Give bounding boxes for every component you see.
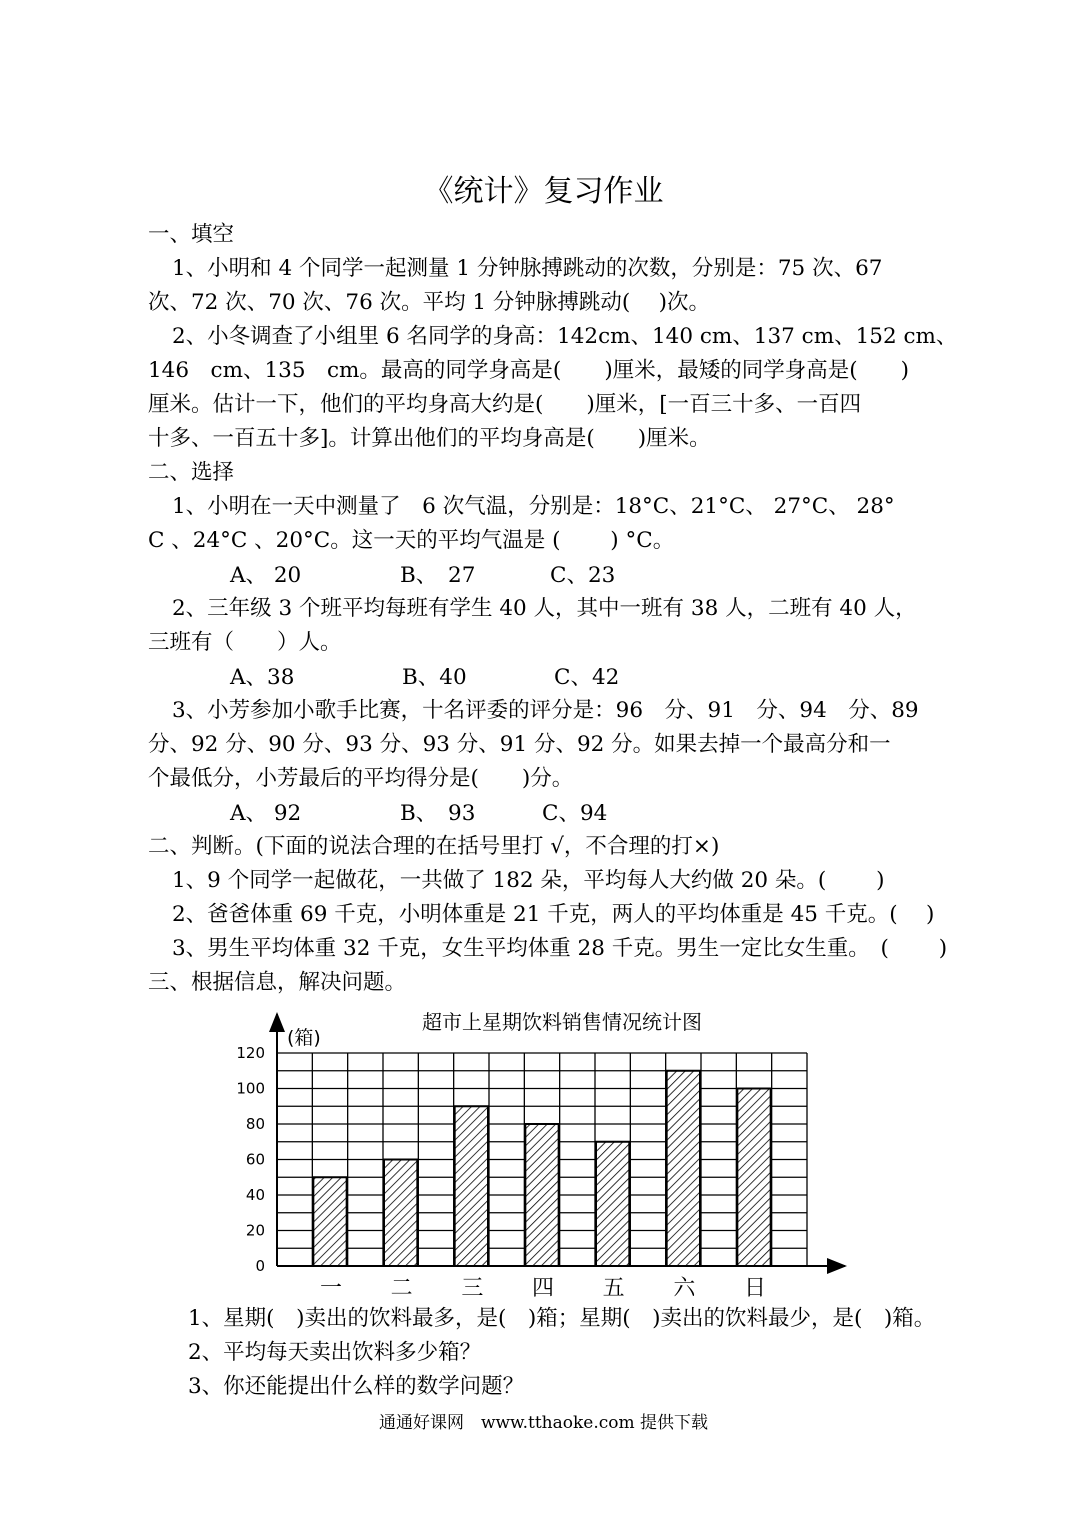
s2-q1-line1: 1、小明在一天中测量了 6 次气温，分别是：18°C、21°C、 27°C、 28°	[172, 494, 895, 519]
x-tick-label: 六	[673, 1276, 696, 1301]
s2-q3-options	[230, 799, 607, 829]
bar	[313, 1177, 346, 1266]
s1-q1-line2: 次、72 次、70 次、76 次。平均 1 分钟脉搏跳动( )次。	[148, 290, 711, 315]
footer-credit: 通通好课网 www.tthaoke.com 提供下载	[378, 1413, 709, 1433]
x-tick-label: 二	[390, 1276, 413, 1301]
option-b: B、40	[402, 665, 467, 690]
s2-q1-line2: C 、24°C 、20°C。这一天的平均气温是 ( ) °C。	[148, 528, 675, 553]
s1-q2-line4: 十多、一百五十多]。计算出他们的平均身高是( )厘米。	[148, 426, 711, 451]
s4-q3: 3、你还能提出什么样的数学问题？	[188, 1374, 525, 1399]
y-tick-label: 60	[245, 1150, 265, 1169]
bar-chart	[230, 1008, 870, 1308]
s2-q3-line3: 个最低分，小芳最后的平均得分是( )分。	[148, 766, 574, 791]
option-b: B、 27	[400, 563, 476, 588]
x-tick-label: 一	[319, 1276, 343, 1301]
s2-q2-line2: 三班有（ ）人。	[148, 630, 342, 655]
section-4-heading: 三、根据信息，解决问题。	[148, 970, 407, 995]
s4-q1: 1、星期( )卖出的饮料最多，是( )箱；星期( )卖出的饮料最少，是( )箱。	[188, 1306, 936, 1331]
s2-q1-options	[230, 561, 615, 591]
y-tick-label: 100	[236, 1079, 265, 1098]
x-tick-label: 四	[531, 1276, 555, 1301]
y-tick-label: 80	[245, 1115, 265, 1133]
x-tick-label: 五	[602, 1276, 625, 1301]
s3-q1: 1、9 个同学一起做花，一共做了 182 朵，平均每人大约做 20 朵。( )	[172, 868, 885, 893]
s1-q2-line1: 2、小冬调查了小组里 6 名同学的身高：142cm、140 cm、137 cm、152 cm、	[172, 324, 958, 349]
y-tick-label: 120	[236, 1044, 265, 1062]
s3-q3: 3、男生平均体重 32 千克，女生平均体重 28 千克。男生一定比女生重。 ( )	[172, 936, 948, 961]
bar	[737, 1089, 770, 1267]
bar	[596, 1142, 629, 1266]
s2-q3-line1: 3、小芳参加小歌手比赛，十名评委的评分是：96 分、91 分、94 分、89	[172, 698, 919, 723]
s4-q2: 2、平均每天卖出饮料多少箱？	[188, 1340, 482, 1365]
section-2-heading: 二、选择	[148, 460, 235, 485]
bar	[455, 1106, 488, 1266]
chart-bars	[313, 1071, 770, 1266]
section-3-heading: 二、判断。(下面的说法合理的在括号里打 √，不合理的打×)	[148, 834, 720, 859]
s1-q2-line3: 厘米。估计一下，他们的平均身高大约是( )厘米，[一百三十多、一百四	[148, 392, 862, 417]
y-tick-label: 0	[255, 1257, 265, 1275]
x-tick-label: 日	[743, 1276, 767, 1301]
option-c: C、42	[554, 665, 620, 690]
s2-q3-line2: 分、92 分、90 分、93 分、93 分、91 分、92 分。如果去掉一个最高分和一	[148, 732, 891, 757]
section-1-heading: 一、填空	[148, 222, 235, 247]
bar	[384, 1160, 417, 1267]
s2-q2-options	[230, 663, 619, 693]
option-c: C、23	[550, 563, 616, 588]
option-a: A、 20	[230, 563, 302, 588]
option-a: A、 92	[230, 801, 302, 826]
y-axis-unit-label: (箱)	[287, 1027, 321, 1049]
s3-q2: 2、爸爸体重 69 千克，小明体重是 21 千克，两人的平均体重是 45 千克。( )	[172, 902, 935, 927]
y-tick-label: 20	[245, 1221, 265, 1240]
bar	[667, 1071, 700, 1266]
option-a: A、38	[230, 665, 295, 690]
page-title: 《统计》复习作业	[423, 174, 664, 209]
x-tick-label: 三	[461, 1276, 484, 1301]
option-b: B、 93	[400, 801, 476, 826]
s1-q2-line2: 146 cm、135 cm。最高的同学身高是( )厘米，最矮的同学身高是( )	[148, 358, 909, 383]
option-c: C、94	[542, 801, 608, 826]
x-axis-labels	[320, 1276, 766, 1301]
s1-q1-line1: 1、小明和 4 个同学一起测量 1 分钟脉搏跳动的次数，分别是：75 次、67	[172, 256, 883, 281]
y-tick-label: 40	[245, 1186, 265, 1204]
s2-q2-line1: 2、三年级 3 个班平均每班有学生 40 人，其中一班有 38 人，二班有 40 人，	[172, 596, 917, 621]
bar	[525, 1124, 558, 1266]
y-axis-ticks	[236, 1044, 265, 1275]
chart-title: 超市上星期饮料销售情况统计图	[422, 1010, 702, 1034]
